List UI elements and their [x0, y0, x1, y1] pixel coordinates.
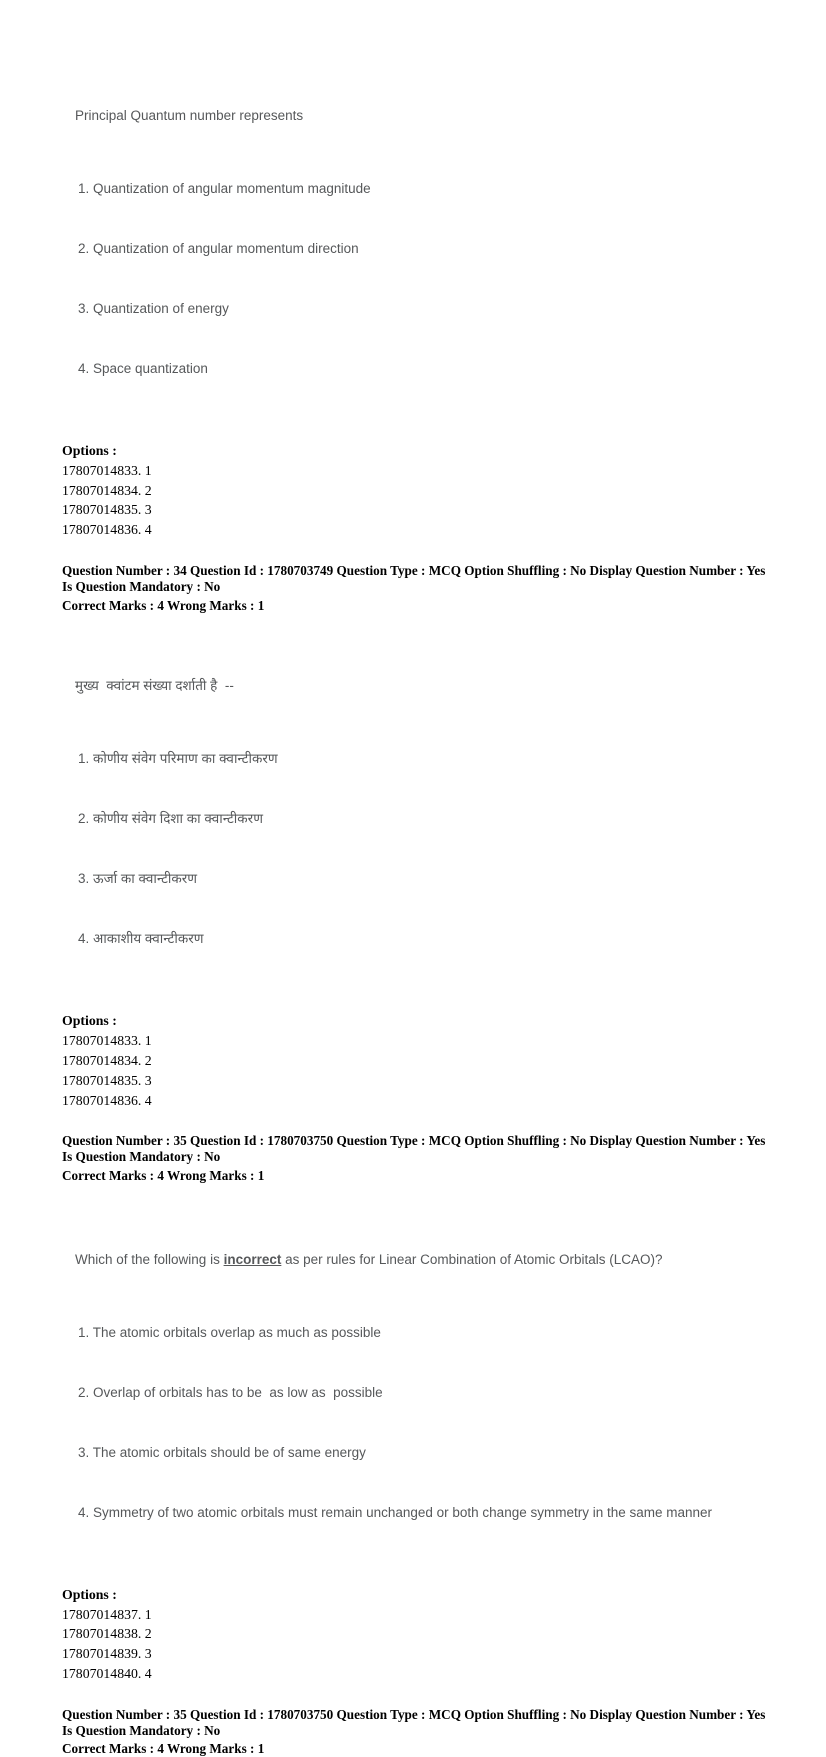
options-block-34-english	[62, 441, 782, 540]
choice-2: 2. कोणीय संवेग दिशा का क्वान्टीकरण	[78, 811, 263, 827]
question-meta-line2: Is Question Mandatory : No	[62, 1149, 221, 1165]
option-id-row: 17807014839. 3	[62, 1646, 152, 1662]
question-text-after: as per rules for Linear Combination of Atomic Orbitals (LCAO)?	[281, 1251, 663, 1267]
choice-4: 4. Space quantization	[78, 361, 208, 376]
choice-3: 3. ऊर्जा का क्वान्टीकरण	[78, 871, 198, 887]
option-id-row: 17807014833. 1	[62, 1033, 152, 1049]
choice-1: 1. कोणीय संवेग परिमाण का क्वान्टीकरण	[78, 751, 278, 767]
question-marks-line: Correct Marks : 4 Wrong Marks : 1	[62, 597, 265, 613]
question-text-before: Which of the following is	[75, 1251, 224, 1267]
option-id-row: 17807014835. 3	[62, 502, 152, 518]
question-text: Principal Quantum number represents	[75, 108, 304, 123]
option-id-row: 17807014834. 2	[62, 482, 152, 498]
options-label: Options :	[62, 443, 117, 458]
choice-3: 3. The atomic orbitals should be of same energy	[78, 1444, 366, 1460]
question-image-35-english	[75, 1210, 782, 1563]
option-id-row: 17807014836. 4	[62, 522, 152, 538]
question-35-header-repeat	[62, 1707, 782, 1757]
question-marks-line: Correct Marks : 4 Wrong Marks : 1	[62, 1167, 265, 1183]
option-id-row: 17807014834. 2	[62, 1052, 152, 1068]
question-text-emphasis: incorrect	[223, 1251, 282, 1267]
option-id-row: 17807014833. 1	[62, 462, 152, 478]
choice-4: 4. आकाशीय क्वान्टीकरण	[78, 931, 204, 947]
question-35-header	[62, 1133, 782, 1183]
choice-1: 1. The atomic orbitals overlap as much as possible	[78, 1324, 381, 1340]
question-meta-line1: Question Number : 35 Question Id : 1780703750 Question Type : MCQ Option Shuffling : No Display Question Number : Yes	[62, 1133, 766, 1149]
choice-2: 2. Overlap of orbitals has to be as low as possible	[78, 1384, 383, 1400]
option-id-row: 17807014836. 4	[62, 1092, 152, 1108]
question-text	[75, 1250, 782, 1270]
option-id-row: 17807014840. 4	[62, 1665, 152, 1681]
question-meta-line1: Question Number : 35 Question Id : 1780703750 Question Type : MCQ Option Shuffling : No Display Question Number : Yes	[62, 1706, 766, 1722]
question-meta-line1: Question Number : 34 Question Id : 1780703749 Question Type : MCQ Option Shuffling : No Display Question Number : Yes	[62, 562, 766, 578]
choice-1: 1. Quantization of angular momentum magnitude	[78, 181, 371, 196]
question-34-header	[62, 563, 782, 613]
option-id-row: 17807014838. 2	[62, 1626, 152, 1642]
options-block-34-hindi	[62, 1011, 782, 1110]
question-image-34-english	[75, 66, 782, 419]
options-block-35-english	[62, 1585, 782, 1684]
option-id-row: 17807014835. 3	[62, 1072, 152, 1088]
options-label: Options :	[62, 1013, 117, 1029]
question-meta-line2: Is Question Mandatory : No	[62, 578, 221, 594]
question-text: मुख्य क्वांटम संख्या दर्शाती है --	[75, 678, 234, 694]
question-meta-line2: Is Question Mandatory : No	[62, 1722, 221, 1738]
choice-2: 2. Quantization of angular momentum direction	[78, 241, 359, 256]
question-image-34-hindi	[75, 636, 782, 989]
choice-4: 4. Symmetry of two atomic orbitals must remain unchanged or both change symmetry in the same manner	[78, 1504, 713, 1520]
options-label: Options :	[62, 1586, 117, 1602]
question-marks-line: Correct Marks : 4 Wrong Marks : 1	[62, 1741, 265, 1757]
choice-3: 3. Quantization of energy	[78, 301, 229, 316]
option-id-row: 17807014837. 1	[62, 1606, 152, 1622]
